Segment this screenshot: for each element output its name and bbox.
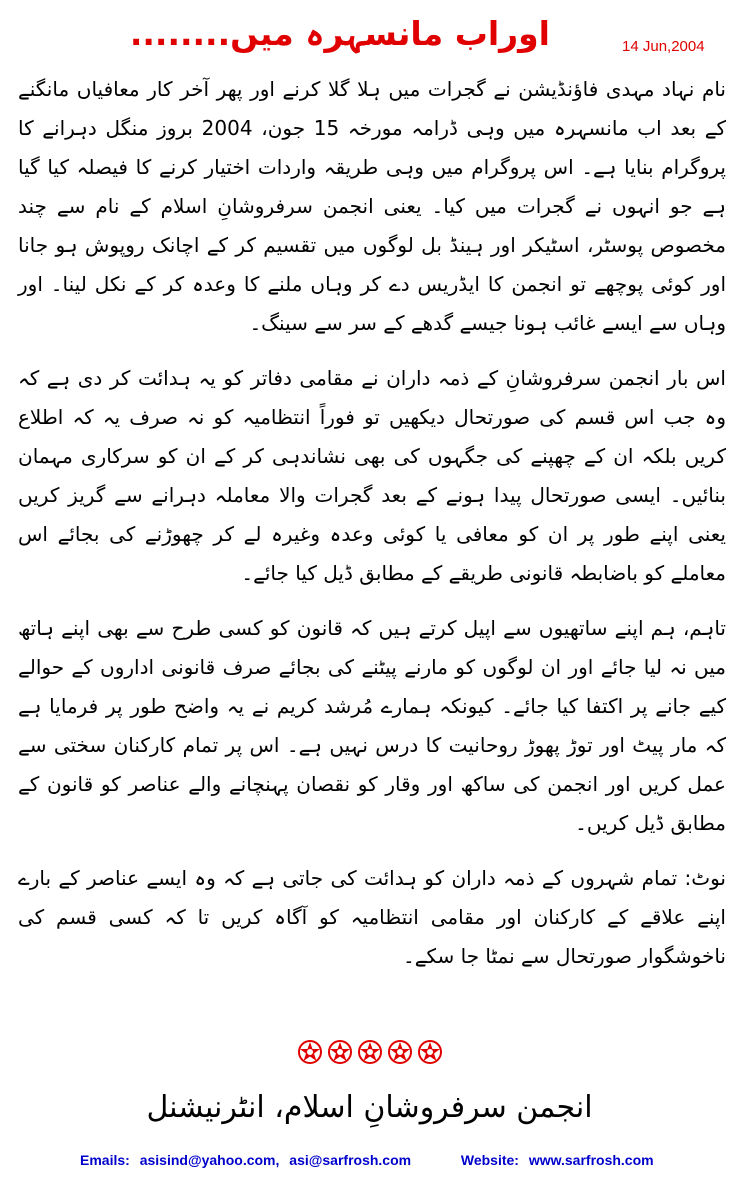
website-link[interactable]: www.sarfrosh.com xyxy=(528,1152,654,1168)
red-star-flower-icon xyxy=(388,1040,412,1064)
red-star-flower-icon xyxy=(418,1040,442,1064)
paragraph-1: نام نہاد مہدی فاؤنڈیشن نے گجرات میں ہلا گلا کرنے اور پھر آخر کار معافیاں مانگنے کے بعد اب مانسہرہ میں وہی ڈرامہ مورخہ 15 جون، 2004 بروز منگل دہرانے کا پروگرام بنایا ہے۔ اس پروگرام میں وہی طریقہ واردات اختیار کرنے کا فیصلہ کیا گیا ہے جو انہوں نے گجرات میں کیا۔ یعنی انجمن سرفروشانِ اسلام کے نام سے چند مخصوص پوسٹر، اسٹیکر اور ہینڈ بل لوگوں میں تقسیم کر کے اچانک روپوش ہو جانا اور کوئی پوچھے تو انجمن کا ایڈریس دے کر وہاں ملنے کا وعدہ کر کے نکل لینا۔ اور وہاں سے ایسے غائب ہونا جیسے گدھے کے سر سے سینگ۔ xyxy=(18,77,726,335)
red-star-flower-icon xyxy=(358,1040,382,1064)
ornament-row xyxy=(0,1040,739,1064)
email-link-1[interactable]: asisind@yahoo.com, xyxy=(139,1152,280,1168)
contact-line xyxy=(80,1152,700,1168)
website-label: Website: xyxy=(460,1152,519,1168)
red-star-flower-icon xyxy=(298,1040,322,1064)
article-body xyxy=(18,70,726,992)
emails-label: Emails: xyxy=(80,1152,130,1168)
organization-name: انجمن سرفروشانِ اسلام، انٹرنیشنل xyxy=(146,1090,593,1125)
note-paragraph: نوٹ: تمام شہروں کے ذمہ داران کو ہدائت کی جاتی ہے کہ وہ ایسے عناصر کے بارے اپنے علاقے کے کارکنان اور مقامی انتظامیہ کو آگاہ کریں تا کہ کسی قسم کی ناخوشگوار صورتحال سے نمٹا جا سکے۔ xyxy=(18,866,726,968)
email-link-2[interactable]: asi@sarfrosh.com xyxy=(289,1152,412,1168)
header xyxy=(0,0,739,66)
paragraph-3: تاہم، ہم اپنے ساتھیوں سے اپیل کرتے ہیں کہ قانون کو کسی طرح سے بھی اپنے ہاتھ میں نہ لیا جائے اور ان لوگوں کو مارنے پیٹنے کی بجائے صرف قانونی اداروں کے حوالے کیے جانے پر اکتفا کیا جائے۔ کیونکہ ہمارے مُرشد کریم نے یہ واضح طور پر فرمایا ہے کہ مار پیٹ اور توڑ پھوڑ روحانیت کا درس نہیں ہے۔ اس پر تمام کارکنان سختی سے عمل کریں اور انجمن کی ساکھ اور وقار کو نقصان پہنچانے والے عناصر کو قانون کے مطابق ڈیل کریں۔ xyxy=(18,616,726,835)
date-label: 14 Jun,2004 xyxy=(622,38,705,55)
red-star-flower-icon xyxy=(328,1040,352,1064)
page-title: اوراب مانسہرہ میں........ xyxy=(129,14,550,53)
paragraph-2: اس بار انجمن سرفروشانِ کے ذمہ داران نے مقامی دفاتر کو یہ ہدائت کر دی ہے کہ وہ جب اس قسم کی صورتحال دیکھیں تو فوراً انتظامیہ کو نہ صرف یہ کہ اطلاع کریں بلکہ ان کے چھپنے کی جگہوں کی بھی نشاندہی کر کے ان کو سرکاری مہمان بنائیں۔ ایسی صورتحال پیدا ہونے کے بعد گجرات والا معاملہ دہرانے سے گریز کریں یعنی اپنے طور پر ان کو معافی یا کوئی وعدہ وغیرہ لے کر چھوڑنے کی بجائے اس معاملے کو باضابطہ قانونی طریقے کے مطابق ڈیل کیا جائے۔ xyxy=(18,366,726,585)
